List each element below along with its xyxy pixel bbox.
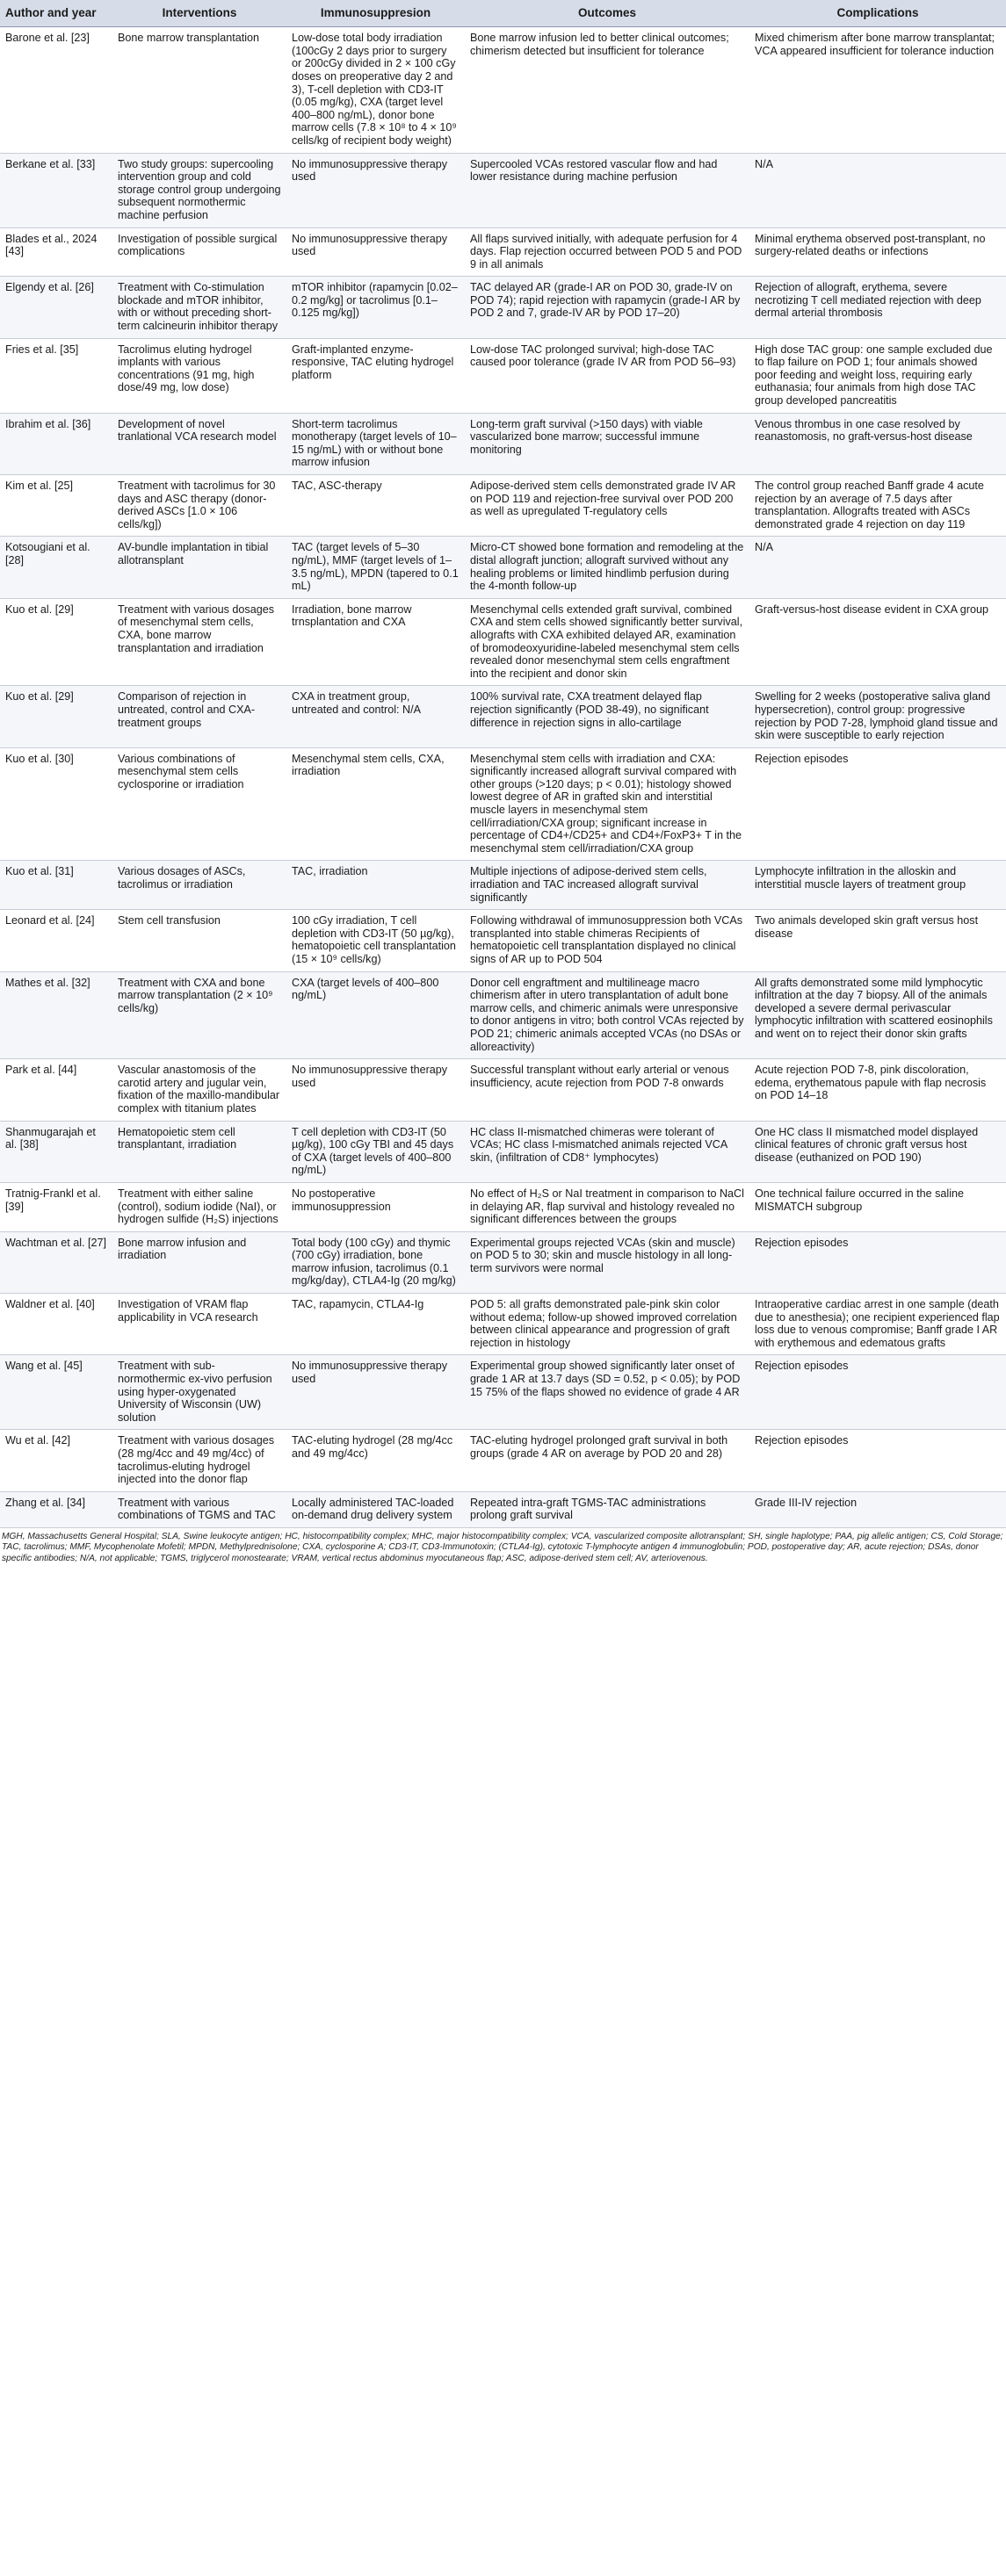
cell-immunosuppression: Irradiation, bone marrow trnsplantation and CXA (286, 598, 465, 686)
table-row (0, 475, 1006, 537)
cell-interventions: Bone marrow transplantation (112, 27, 286, 153)
cell-immunosuppression: TAC, irradiation (286, 861, 465, 910)
cell-complications: All grafts demonstrated some mild lymphocytic infiltration at the day 7 biopsy. All of the animals developed a severe dermal perivascular lymphocytic infiltration with scattered eosinophils and went on to reject their donor skin grafts (749, 971, 1006, 1059)
cell-author: Tratnig-Frankl et al. [39] (0, 1182, 112, 1231)
cell-immunosuppression: No immunosuppressive therapy used (286, 227, 465, 277)
cell-immunosuppression: TAC, ASC-therapy (286, 475, 465, 537)
cell-complications: Lymphocyte infiltration in the alloskin and interstitial muscle layers of treatment group (749, 861, 1006, 910)
cell-complications: Rejection episodes (749, 1430, 1006, 1491)
cell-author: Kuo et al. [31] (0, 861, 112, 910)
table-row (0, 277, 1006, 338)
cell-immunosuppression: CXA in treatment group, untreated and control: N/A (286, 686, 465, 747)
table-row (0, 971, 1006, 1059)
header-complications: Complications (749, 0, 1006, 27)
table-row (0, 338, 1006, 413)
cell-interventions: Various combinations of mesenchymal stem cells cyclosporine or irradiation (112, 747, 286, 861)
table-row (0, 537, 1006, 598)
cell-immunosuppression: Locally administered TAC-loaded on-demand drug delivery system (286, 1491, 465, 1527)
cell-author: Kim et al. [25] (0, 475, 112, 537)
header-author: Author and year (0, 0, 112, 27)
cell-author: Wu et al. [42] (0, 1430, 112, 1491)
cell-interventions: Treatment with tacrolimus for 30 days and ASC therapy (donor-derived ASCs [1.0 × 106 cells/kg]) (112, 475, 286, 537)
cell-immunosuppression: TAC, rapamycin, CTLA4-Ig (286, 1294, 465, 1355)
cell-author: Kotsougiani et al. [28] (0, 537, 112, 598)
table-footnote: MGH, Massachusetts General Hospital; SLA, Swine leukocyte antigen; HC, histocompatibility complex; MHC, major histocompatibility complex; VCA, vascularized composite allotransplant; SH, single haplotype; PAA, pig allelic antigen; CS, Cold Storage; TAC, tacrolimus; MMF, Mycophenolate Mofetil; MPDN, Methylprednisolone; CXA, cyclosporine A; CD3-IT, CD3-Immunotoxin; (CTLA4-Ig), cytotoxic T-lymphocyte antigen 4 immunoglobulin; POD, postoperative day; AR, acute rejection; DSAs, donor specific antibodies; N/A, not applicable; TGMS, triglycerol monostearate; VRAM, vertical rectus abdominus myocutaneous flap; ASC, adipose-derived stem cell; AV, arteriovenous. (2, 1531, 1003, 1563)
cell-immunosuppression: CXA (target levels of 400–800 ng/mL) (286, 971, 465, 1059)
cell-complications: Acute rejection POD 7-8, pink discoloration, edema, erythematous papule with flap necrosis on POD 14–18 (749, 1059, 1006, 1121)
cell-immunosuppression: No immunosuppressive therapy used (286, 153, 465, 227)
cell-complications: Rejection episodes (749, 1231, 1006, 1293)
cell-outcomes: No effect of H₂S or NaI treatment in comparison to NaCl in delaying AR, flap survival and histology revealed no significant differences between the groups (465, 1182, 749, 1231)
table-row (0, 153, 1006, 227)
cell-outcomes: Donor cell engraftment and multilineage macro chimerism after in utero transplantation of adult bone marrow cells, and chimeric animals were unresponsive to donor antigens in vitro; both control VCAs rejected by POD 21; chimeric animals accepted VCAs (no DSAs or alloreactivity) (465, 971, 749, 1059)
cell-author: Zhang et al. [34] (0, 1491, 112, 1527)
cell-outcomes: Experimental group showed significantly later onset of grade 1 AR at 13.7 days (SD = 0.52, p < 0.05); by POD 15 75% of the flaps showed no evidence of grade 4 AR (465, 1355, 749, 1430)
cell-author: Waldner et al. [40] (0, 1294, 112, 1355)
table-row (0, 27, 1006, 153)
table-row (0, 1231, 1006, 1293)
cell-interventions: Comparison of rejection in untreated, control and CXA-treatment groups (112, 686, 286, 747)
cell-interventions: Stem cell transfusion (112, 910, 286, 971)
cell-interventions: Vascular anastomosis of the carotid artery and jugular vein, fixation of the maxillo-mandibular complex with titanium plates (112, 1059, 286, 1121)
cell-complications: Rejection episodes (749, 1355, 1006, 1430)
cell-immunosuppression: Short-term tacrolimus monotherapy (target levels of 10–15 ng/mL) with or without bone marrow infusion (286, 413, 465, 474)
cell-interventions: Tacrolimus eluting hydrogel implants with various concentrations (91 mg, high dose/49 mg, low dose) (112, 338, 286, 413)
cell-complications: One technical failure occurred in the saline MISMATCH subgroup (749, 1182, 1006, 1231)
cell-immunosuppression: Total body (100 cGy) and thymic (700 cGy) irradiation, bone marrow infusion, tacrolimus (0.1 mg/kg/day), CTLA4-Ig (20 mg/kg) (286, 1231, 465, 1293)
cell-interventions: Treatment with various combinations of TGMS and TAC (112, 1491, 286, 1527)
cell-interventions: Two study groups: supercooling intervention group and cold storage control group undergoing subsequent normothermic machine perfusion (112, 153, 286, 227)
cell-outcomes: Successful transplant without early arterial or venous insufficiency, acute rejection from POD 7-8 onwards (465, 1059, 749, 1121)
cell-author: Kuo et al. [29] (0, 598, 112, 686)
cell-author: Kuo et al. [30] (0, 747, 112, 861)
cell-immunosuppression: T cell depletion with CD3-IT (50 µg/kg), 100 cGy TBI and 45 days of CXA (target levels of 400–800 ng/mL) (286, 1121, 465, 1182)
header-outcomes: Outcomes (465, 0, 749, 27)
cell-outcomes: 100% survival rate, CXA treatment delayed flap rejection significantly (POD 38-49), no significant difference in rejection signs in allo-cartilage (465, 686, 749, 747)
cell-immunosuppression: Low-dose total body irradiation (100cGy 2 days prior to surgery or 200cGy divided in 2 × 100 cGy doses on preoperative day 2 and 3), T-cell depletion with CD3-IT (0.05 mg/kg), CXA (target level 400–800 ng/mL), donor bone marrow cells (7.8 × 10⁸ to 4 × 10⁹ cells/kg of recipient body weight) (286, 27, 465, 153)
cell-outcomes: Mesenchymal stem cells with irradiation and CXA: significantly increased allograft survival compared with other groups (>120 days; p < 0.01); histology showed lowest degree of AR in grafted skin and interstitial muscle layers in mesenchymal stem cell/irradiation/CXA group; significant increase in percentage of CD4+/CD25+ and CD4+/FoxP3+ T in the mesenchymal stem cell/irradiation/CXA group (465, 747, 749, 861)
cell-complications: Rejection episodes (749, 747, 1006, 861)
header-interventions: Interventions (112, 0, 286, 27)
cell-outcomes: Bone marrow infusion led to better clinical outcomes; chimerism detected but insufficient for tolerance (465, 27, 749, 153)
cell-outcomes: Adipose-derived stem cells demonstrated grade IV AR on POD 119 and rejection-free survival over POD 200 as well as upregulated T-regulatory cells (465, 475, 749, 537)
cell-interventions: Treatment with sub-normothermic ex-vivo perfusion using hyper-oxygenated University of Wisconsin (UW) solution (112, 1355, 286, 1430)
cell-outcomes: POD 5: all grafts demonstrated pale-pink skin color without edema; follow-up showed improved correlation between clinical appearance and progression of graft rejection in histology (465, 1294, 749, 1355)
cell-outcomes: TAC delayed AR (grade-I AR on POD 30, grade-IV on POD 74); rapid rejection with rapamycin (grade-I AR by POD 2 and 7, grade-IV AR by POD 17–20) (465, 277, 749, 338)
cell-outcomes: TAC-eluting hydrogel prolonged graft survival in both groups (grade 4 AR on average by POD 20 and 28) (465, 1430, 749, 1491)
table-row (0, 1430, 1006, 1491)
cell-outcomes: HC class II-mismatched chimeras were tolerant of VCAs; HC class I-mismatched animals rejected VCA skin, (infiltration of CD8⁺ lymphocytes) (465, 1121, 749, 1182)
cell-complications: Swelling for 2 weeks (postoperative saliva gland hypersecretion), control group: progressive rejection by POD 7-28, lymphoid gland tissue and skin were susceptible to early rejection (749, 686, 1006, 747)
cell-author: Blades et al., 2024 [43] (0, 227, 112, 277)
cell-outcomes: Supercooled VCAs restored vascular flow and had lower resistance during machine perfusion (465, 153, 749, 227)
cell-interventions: Treatment with various dosages of mesenchymal stem cells, CXA, bone marrow transplantation and irradiation (112, 598, 286, 686)
cell-outcomes: All flaps survived initially, with adequate perfusion for 4 days. Flap rejection occurred between POD 5 and POD 9 in all animals (465, 227, 749, 277)
cell-author: Wachtman et al. [27] (0, 1231, 112, 1293)
cell-immunosuppression: No immunosuppressive therapy used (286, 1059, 465, 1121)
cell-complications: Intraoperative cardiac arrest in one sample (death due to anesthesia); one recipient experienced flap loss due to venous compromise; Banff grade I AR with erythemous and edematous grafts (749, 1294, 1006, 1355)
table-row (0, 861, 1006, 910)
cell-outcomes: Long-term graft survival (>150 days) with viable vascularized bone marrow; successful immune monitoring (465, 413, 749, 474)
cell-author: Wang et al. [45] (0, 1355, 112, 1430)
cell-outcomes: Repeated intra-graft TGMS-TAC administrations prolong graft survival (465, 1491, 749, 1527)
cell-complications: Minimal erythema observed post-transplant, no surgery-related deaths or infections (749, 227, 1006, 277)
cell-immunosuppression: TAC-eluting hydrogel (28 mg/4cc and 49 mg/4cc) (286, 1430, 465, 1491)
cell-author: Elgendy et al. [26] (0, 277, 112, 338)
table-body (0, 27, 1006, 1528)
cell-outcomes: Mesenchymal cells extended graft survival, combined CXA and stem cells showed significantly better survival, allografts with CXA exhibited delayed AR, examination of bromodeoxyuridine-labeled mesenchymal stem cells revealed donor mesenchymal stem cells engraftment into the recipient and donor skin (465, 598, 749, 686)
cell-interventions: AV-bundle implantation in tibial allotransplant (112, 537, 286, 598)
table-row (0, 686, 1006, 747)
cell-complications: Rejection of allograft, erythema, severe necrotizing T cell mediated rejection with deep dermal arterial thrombosis (749, 277, 1006, 338)
cell-immunosuppression: No postoperative immunosuppression (286, 1182, 465, 1231)
header-row (0, 0, 1006, 27)
cell-immunosuppression: Graft-implanted enzyme-responsive, TAC eluting hydrogel platform (286, 338, 465, 413)
cell-author: Leonard et al. [24] (0, 910, 112, 971)
cell-complications: Venous thrombus in one case resolved by reanastomosis, no graft-versus-host disease (749, 413, 1006, 474)
cell-author: Fries et al. [35] (0, 338, 112, 413)
header-immunosuppression: Immunosuppresion (286, 0, 465, 27)
cell-immunosuppression: No immunosuppressive therapy used (286, 1355, 465, 1430)
cell-immunosuppression: mTOR inhibitor (rapamycin [0.02–0.2 mg/kg] or tacrolimus [0.1–0.125 mg/kg]) (286, 277, 465, 338)
cell-author: Barone et al. [23] (0, 27, 112, 153)
table-row (0, 1294, 1006, 1355)
cell-interventions: Treatment with CXA and bone marrow transplantation (2 × 10⁹ cells/kg) (112, 971, 286, 1059)
table-row (0, 1059, 1006, 1121)
cell-interventions: Development of novel tranlational VCA research model (112, 413, 286, 474)
cell-author: Shanmugarajah et al. [38] (0, 1121, 112, 1182)
cell-interventions: Bone marrow infusion and irradiation (112, 1231, 286, 1293)
cell-complications: Two animals developed skin graft versus host disease (749, 910, 1006, 971)
cell-immunosuppression: 100 cGy irradiation, T cell depletion with CD3-IT (50 µg/kg), hematopoietic cell transplantation (15 × 10⁹ cells/kg) (286, 910, 465, 971)
cell-interventions: Treatment with Co-stimulation blockade and mTOR inhibitor, with or without preceding short-term calcineurin inhibitor therapy (112, 277, 286, 338)
table-row (0, 598, 1006, 686)
cell-interventions: Hematopoietic stem cell transplantant, irradiation (112, 1121, 286, 1182)
table-row (0, 910, 1006, 971)
cell-complications: N/A (749, 153, 1006, 227)
table-header (0, 0, 1006, 27)
cell-interventions: Investigation of possible surgical complications (112, 227, 286, 277)
cell-outcomes: Experimental groups rejected VCAs (skin and muscle) on POD 5 to 30; skin and muscle histology in all long-term survivors were normal (465, 1231, 749, 1293)
table-row (0, 1182, 1006, 1231)
cell-complications: High dose TAC group: one sample excluded due to flap failure on POD 1; four animals showed poor feeding and weight loss, requiring early euthanasia; four animals from high dose TAC group developed pancreatitis (749, 338, 1006, 413)
cell-immunosuppression: TAC (target levels of 5–30 ng/mL), MMF (target levels of 1–3.5 ng/mL), MPDN (tapered to 0.1 mL) (286, 537, 465, 598)
cell-complications: Grade III-IV rejection (749, 1491, 1006, 1527)
cell-outcomes: Following withdrawal of immunosuppression both VCAs transplanted into stable chimeras Recipients of hematopoietic cell transplantation displayed no clinical signs of AR up to POD 504 (465, 910, 749, 971)
cell-author: Ibrahim et al. [36] (0, 413, 112, 474)
cell-complications: One HC class II mismatched model displayed clinical features of chronic graft versus host disease (euthanized on POD 190) (749, 1121, 1006, 1182)
cell-complications: Mixed chimerism after bone marrow transplantat; VCA appeared insufficient for tolerance induction (749, 27, 1006, 153)
cell-outcomes: Micro-CT showed bone formation and remodeling at the distal allograft junction; allograft survived without any healing problems or limited hindlimb perfusion during the 4-month follow-up (465, 537, 749, 598)
cell-interventions: Treatment with either saline (control), sodium iodide (NaI), or hydrogen sulfide (H₂S) injections (112, 1182, 286, 1231)
table-row (0, 1491, 1006, 1527)
cell-complications: N/A (749, 537, 1006, 598)
table-row (0, 747, 1006, 861)
cell-complications: The control group reached Banff grade 4 acute rejection by an average of 7.5 days after transplantation. Allografts treated with ASCs demonstrated grade 4 rejection on day 119 (749, 475, 1006, 537)
cell-outcomes: Multiple injections of adipose-derived stem cells, irradiation and TAC increased allograft survival significantly (465, 861, 749, 910)
cell-author: Berkane et al. [33] (0, 153, 112, 227)
cell-interventions: Treatment with various dosages (28 mg/4cc and 49 mg/4cc) of tacrolimus-eluting hydrogel injected into the donor flap (112, 1430, 286, 1491)
cell-interventions: Investigation of VRAM flap applicability in VCA research (112, 1294, 286, 1355)
table-row (0, 1355, 1006, 1430)
cell-outcomes: Low-dose TAC prolonged survival; high-dose TAC caused poor tolerance (grade IV AR from POD 56–93) (465, 338, 749, 413)
table-row (0, 227, 1006, 277)
cell-author: Kuo et al. [29] (0, 686, 112, 747)
cell-author: Park et al. [44] (0, 1059, 112, 1121)
cell-interventions: Various dosages of ASCs, tacrolimus or irradiation (112, 861, 286, 910)
cell-complications: Graft-versus-host disease evident in CXA group (749, 598, 1006, 686)
table-row (0, 1121, 1006, 1182)
cell-immunosuppression: Mesenchymal stem cells, CXA, irradiation (286, 747, 465, 861)
cell-author: Mathes et al. [32] (0, 971, 112, 1059)
table-row (0, 413, 1006, 474)
